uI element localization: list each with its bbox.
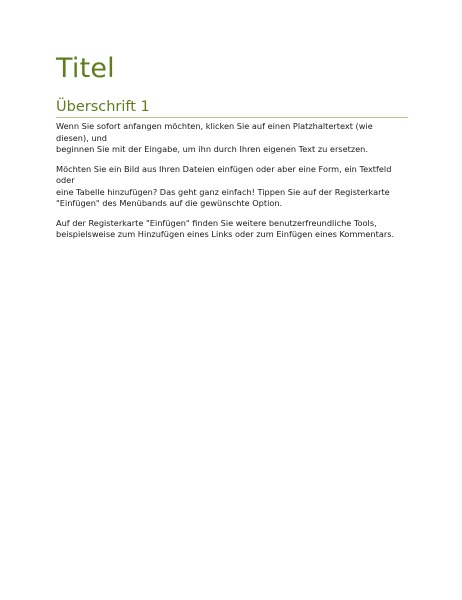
paragraph-insert-media[interactable]: Möchten Sie ein Bild aus Ihren Dateien einfügen oder aber eine Form, ein Textfeld oder eine Tabelle hinzufügen? Das geht ganz einfach! Tippen Sie auf der Registerkarte "Einfügen" des Menübands auf die gewünschte Option. bbox=[56, 163, 392, 208]
paragraph-placeholder-intro[interactable]: Wenn Sie sofort anfangen möchten, klicken Sie auf einen Platzhaltertext (wie diesen), und beginnen Sie mit der Eingabe, um ihn durch Ihren eigenen Text zu ersetzen. bbox=[56, 121, 373, 154]
heading-1[interactable]: Überschrift 1 bbox=[56, 98, 408, 118]
document-title[interactable]: Titel bbox=[56, 53, 115, 84]
paragraph-insert-tools[interactable]: Auf der Registerkarte "Einfügen" finden Sie weitere benutzerfreundliche Tools, beispielsweise zum Hinzufügen eines Links oder zum Einfügen eines Kommentars. bbox=[56, 217, 395, 239]
document-body bbox=[56, 52, 408, 241]
